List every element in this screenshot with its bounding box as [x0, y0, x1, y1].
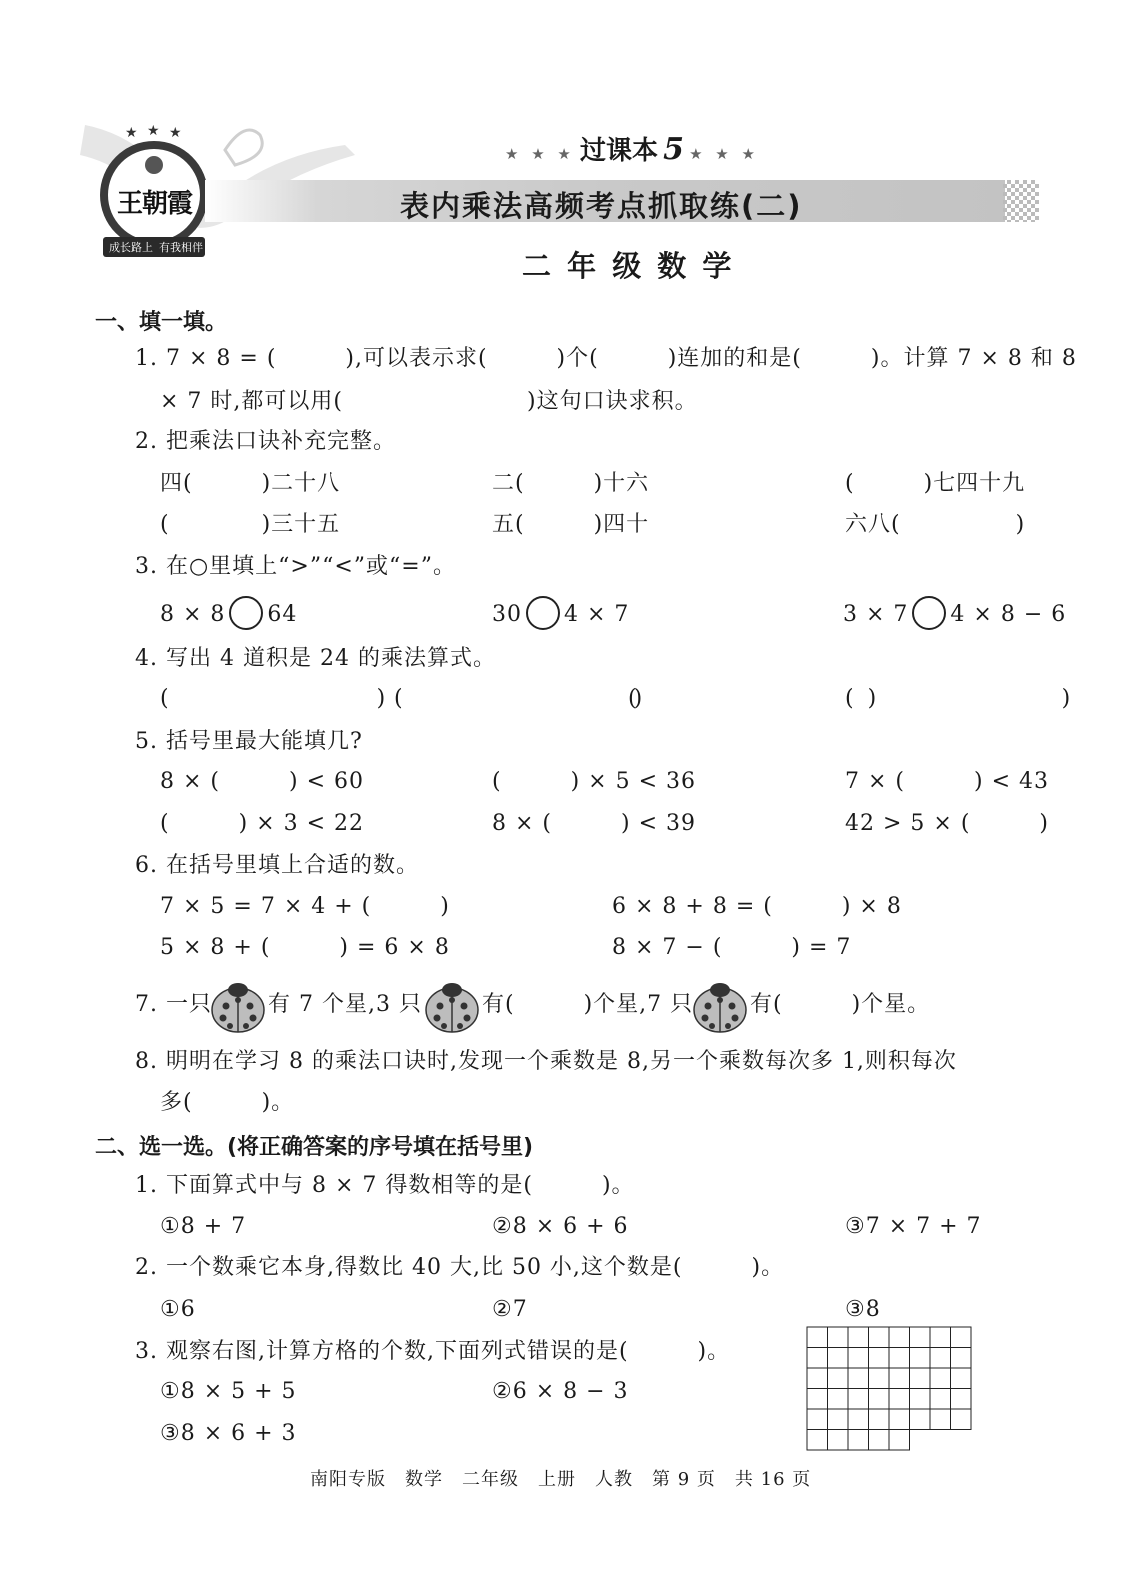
s2-q2-option: ①6 [160, 1297, 196, 1322]
page-title: 表内乘法高频考点抓取练(二) [400, 189, 803, 223]
q6-item: 7 × 5 = 7 × 4 + ( ) [160, 894, 450, 919]
grid-cell [848, 1430, 869, 1451]
q5-item: ( ) × 3 < 22 [160, 811, 364, 836]
grid-cell [889, 1430, 910, 1451]
q1-line2: × 7 时,都可以用( )这句口诀求积。 [160, 389, 698, 414]
q7-part: 7. 一只 [135, 992, 212, 1017]
s2-q1-option: ②8 × 6 + 6 [492, 1214, 629, 1239]
q6-item: 5 × 8 + ( ) = 6 × 8 [160, 935, 450, 960]
q3-left: 8 × 8 [160, 602, 226, 627]
grid-cell [807, 1409, 828, 1430]
grid-cell [930, 1368, 951, 1389]
q3-left: 30 [492, 602, 522, 627]
grid-cell [889, 1368, 910, 1389]
s2-q3-option: ①8 × 5 + 5 [160, 1379, 297, 1404]
s2-q2-option: ②7 [492, 1297, 528, 1322]
q5-title: 5. 括号里最大能填几? [135, 729, 363, 754]
q2-item: 六八( ) [845, 512, 1026, 537]
ladybug-icon [422, 978, 482, 1034]
grid-cell [930, 1348, 951, 1369]
s2-q1-option: ①8 + 7 [160, 1214, 247, 1239]
q1-line1: 1. 7 × 8 = ( ),可以表示求( )个( )连加的和是( )。计算 7 × 8 和 8 [135, 346, 1077, 371]
grid-cell [828, 1327, 849, 1348]
s2-q3-option: ③8 × 6 + 3 [160, 1421, 297, 1446]
grid-cell [951, 1389, 972, 1410]
q4-title: 4. 写出 4 道积是 24 的乘法算式。 [135, 646, 496, 671]
q2-item: 五( )四十 [492, 512, 650, 537]
compare-circle[interactable] [912, 596, 946, 630]
q6-item: 8 × 7 − ( ) = 7 [612, 935, 852, 960]
stars-right: ★ ★ ★ [689, 145, 759, 163]
ladybug-icon [690, 978, 750, 1034]
grid-cell [848, 1368, 869, 1389]
square-grid-figure [805, 1325, 975, 1455]
s2-q1-title: 1. 下面算式中与 8 × 7 得数相等的是( )。 [135, 1173, 635, 1198]
grid-cell [828, 1409, 849, 1430]
grid-cell [869, 1368, 890, 1389]
grid-cell [951, 1409, 972, 1430]
section1-heading: 一、填一填。 [95, 310, 228, 335]
brand-logo-slogan-right: 有我相伴 [159, 241, 203, 254]
q2-item: ( )七四十九 [845, 471, 1026, 496]
s2-q2-option: ③8 [845, 1297, 881, 1322]
grid-cell [869, 1327, 890, 1348]
q5-item: 42 > 5 × ( ) [845, 811, 1049, 836]
section2-heading: 二、选一选。(将正确答案的序号填在括号里) [95, 1135, 534, 1160]
svg-text:★: ★ [125, 125, 138, 141]
ladybug-icon [208, 978, 268, 1034]
stars-left: ★ ★ ★ [505, 145, 575, 163]
q3-left: 3 × 7 [843, 602, 909, 627]
page-footer: 南阳专版 数学 二年级 上册 人教 第 9 页 共 16 页 [310, 1469, 812, 1490]
svg-text:★: ★ [169, 125, 182, 141]
q6-item: 6 × 8 + 8 = ( ) × 8 [612, 894, 902, 919]
q6-title: 6. 在括号里填上合适的数。 [135, 853, 419, 878]
q3-right: 64 [267, 602, 298, 627]
compare-circle[interactable] [229, 596, 263, 630]
q2-item: 四( )二十八 [160, 471, 341, 496]
grid-cell [910, 1409, 931, 1430]
q7-part: 有( )个星。 [750, 992, 931, 1017]
q4-blank[interactable]: ( ) [845, 686, 1072, 711]
s2-q1-option: ③7 × 7 + 7 [845, 1214, 982, 1239]
grid-cell [869, 1389, 890, 1410]
q8-line1: 8. 明明在学习 8 的乘法口诀时,发现一个乘数是 8,另一个乘数每次多 1,则积每次 [135, 1049, 957, 1074]
compare-circle[interactable] [526, 596, 560, 630]
grid-cell [848, 1327, 869, 1348]
grid-cell [869, 1348, 890, 1369]
q7-part: 有( )个星,7 只 [482, 992, 694, 1017]
q2-item: ( )三十五 [160, 512, 341, 537]
q3-item [160, 598, 297, 632]
q3-right: 4 × 8 − 6 [950, 602, 1067, 627]
brand-logo-slogan-left: 成长路上 [109, 241, 153, 254]
q3-item [492, 598, 629, 632]
grid-cell [807, 1389, 828, 1410]
grid-cell [869, 1430, 890, 1451]
q4-blank[interactable]: ( ) [394, 686, 644, 711]
grid-cell [910, 1348, 931, 1369]
q3-title: 3. 在○里填上“>”“<”或“=”。 [135, 554, 456, 579]
grid-cell [910, 1368, 931, 1389]
grid-cell [828, 1430, 849, 1451]
grid-cell [889, 1409, 910, 1430]
grid-cell [951, 1348, 972, 1369]
q7-part: 有 7 个星,3 只 [268, 992, 422, 1017]
svg-text:★: ★ [147, 125, 160, 139]
series-name: 过课本 [579, 136, 658, 166]
brand-logo [95, 125, 213, 263]
q2-title: 2. 把乘法口诀补充完整。 [135, 429, 396, 454]
banner-checker [1003, 180, 1039, 222]
q4-blank[interactable]: ( ) [160, 686, 387, 711]
grid-cell [807, 1348, 828, 1369]
s2-q2-title: 2. 一个数乘它本身,得数比 40 大,比 50 小,这个数是( )。 [135, 1255, 785, 1280]
grid-cell [889, 1389, 910, 1410]
q3-item [843, 598, 1066, 632]
brand-logo-name: 王朝霞 [117, 189, 193, 219]
grid-cell [930, 1327, 951, 1348]
q4-blank[interactable]: ( ) [628, 686, 878, 711]
q5-item: 8 × ( ) < 39 [492, 811, 696, 836]
grid-cell [951, 1327, 972, 1348]
grid-cell [930, 1389, 951, 1410]
q5-item: ( ) × 5 < 36 [492, 769, 696, 794]
s2-q3-title: 3. 观察右图,计算方格的个数,下面列式错误的是( )。 [135, 1339, 731, 1364]
grid-cell [930, 1409, 951, 1430]
grid-cell [889, 1348, 910, 1369]
q8-line2: 多( )。 [160, 1090, 295, 1115]
grid-cell [910, 1389, 931, 1410]
grid-cell [828, 1389, 849, 1410]
q3-right: 4 × 7 [564, 602, 630, 627]
q5-item: 8 × ( ) < 60 [160, 769, 364, 794]
s2-q3-option: ②6 × 8 − 3 [492, 1379, 629, 1404]
grid-cell [807, 1327, 828, 1348]
grid-cell [910, 1327, 931, 1348]
grid-cell [848, 1389, 869, 1410]
grid-cell [828, 1368, 849, 1389]
q2-item: 二( )十六 [492, 471, 650, 496]
grid-cell [848, 1409, 869, 1430]
grid-cell [869, 1409, 890, 1430]
grid-cell [807, 1430, 828, 1451]
grid-cell [848, 1348, 869, 1369]
series-label [505, 130, 759, 167]
grid-cell [828, 1348, 849, 1369]
series-number: 5 [663, 132, 684, 167]
q5-item: 7 × ( ) < 43 [845, 769, 1049, 794]
page-subtitle: 二 年 级 数 学 [522, 249, 735, 283]
grid-cell [951, 1368, 972, 1389]
grid-cell [889, 1327, 910, 1348]
grid-cell [807, 1368, 828, 1389]
